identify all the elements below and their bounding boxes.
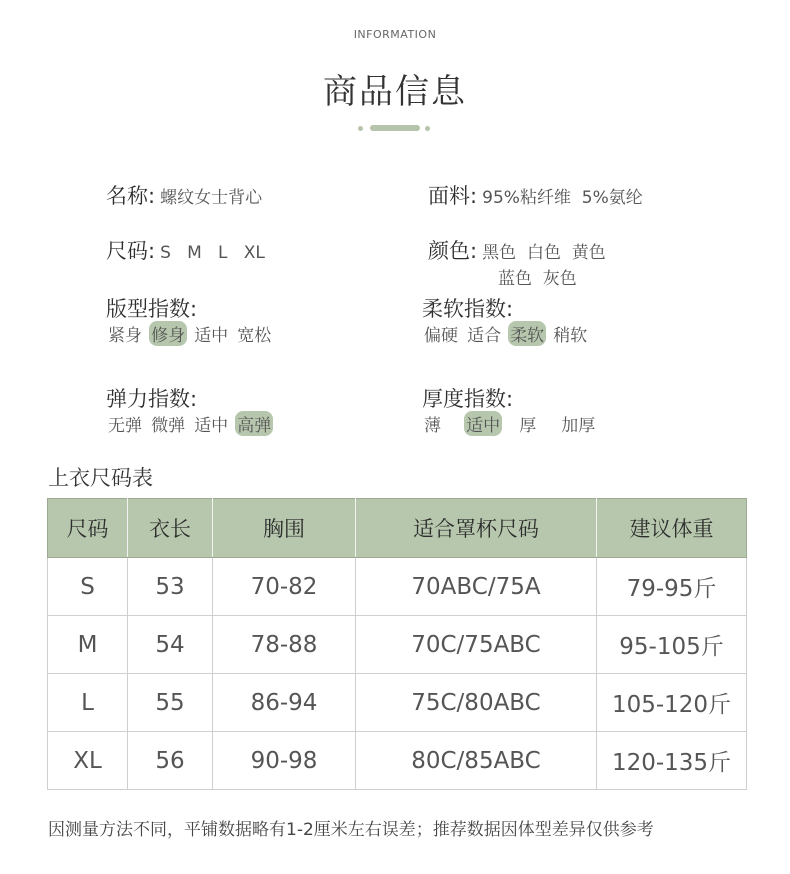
table-row [48, 558, 747, 616]
cell-cup-size: 80C/85ABC [356, 732, 597, 790]
cell-weight: 95-105斤 [597, 616, 747, 674]
softness-option: 稍软 [553, 326, 588, 346]
header-length: 衣长 [128, 499, 213, 558]
softness-index-label: 柔软指数: [422, 297, 514, 321]
cell-size: M [48, 616, 128, 674]
fit-option: 适中 [194, 326, 229, 346]
cell-cup-size: 70C/75ABC [356, 616, 597, 674]
stretch-index-options [106, 411, 273, 436]
info-color-line1: 黑色 白色 黄色 [482, 243, 606, 263]
info-color-line2: 蓝色 灰色 [498, 269, 577, 289]
cell-bust: 86-94 [213, 674, 356, 732]
table-row [48, 674, 747, 732]
cell-length: 53 [128, 558, 213, 616]
cell-cup-size: 70ABC/75A [356, 558, 597, 616]
measurement-note: 因测量方法不同，平铺数据略有1-2厘米左右误差；推荐数据因体型差异仅供参考 [48, 820, 654, 840]
stretch-option: 适中 [194, 416, 229, 436]
cell-weight: 79-95斤 [597, 558, 747, 616]
info-name [106, 180, 262, 210]
header-size: 尺码 [48, 499, 128, 558]
fit-index-options [106, 321, 273, 346]
info-size-value: S M L XL [160, 243, 265, 263]
cell-cup-size: 75C/80ABC [356, 674, 597, 732]
softness-index-options [422, 321, 589, 346]
info-color-label: 颜色: [428, 239, 478, 263]
title-divider [0, 124, 790, 132]
section-eyebrow: INFORMATION [353, 28, 437, 41]
info-name-value: 螺纹女士背心 [160, 188, 263, 208]
cell-length: 55 [128, 674, 213, 732]
info-color [428, 235, 606, 265]
thickness-option-selected: 适中 [464, 411, 502, 436]
cell-bust: 70-82 [213, 558, 356, 616]
cell-weight: 120-135斤 [597, 732, 747, 790]
table-row [48, 616, 747, 674]
cell-bust: 90-98 [213, 732, 356, 790]
fit-option: 宽松 [237, 326, 272, 346]
table-header-row [48, 499, 747, 558]
header-weight: 建议体重 [597, 499, 747, 558]
softness-option: 适合 [467, 326, 502, 346]
table-row [48, 732, 747, 790]
page-title: 商品信息 [323, 72, 467, 112]
stretch-option-selected: 高弹 [235, 411, 273, 436]
thickness-option: 加厚 [561, 416, 596, 436]
fit-option: 紧身 [108, 326, 142, 346]
cell-length: 56 [128, 732, 213, 790]
size-table [47, 498, 747, 790]
thickness-index-options [422, 411, 597, 436]
size-table-title: 上衣尺码表 [48, 466, 153, 490]
info-fabric-value: 95%粘纤维 5%氨纶 [482, 188, 643, 208]
info-name-label: 名称: [106, 184, 156, 208]
fit-index-label: 版型指数: [106, 297, 198, 321]
info-size [106, 235, 265, 265]
info-fabric-label: 面料: [428, 184, 478, 208]
stretch-option: 无弹 [108, 416, 142, 436]
cell-size: XL [48, 732, 128, 790]
cell-size: S [48, 558, 128, 616]
cell-size: L [48, 674, 128, 732]
divider-dot [358, 126, 363, 131]
fit-option-selected: 修身 [149, 321, 187, 346]
stretch-option: 微弹 [151, 416, 186, 436]
divider-bar [370, 125, 420, 131]
softness-option-selected: 柔软 [508, 321, 546, 346]
cell-length: 54 [128, 616, 213, 674]
cell-bust: 78-88 [213, 616, 356, 674]
divider-dot [425, 126, 430, 131]
header-cup-size: 适合罩杯尺码 [356, 499, 597, 558]
info-size-label: 尺码: [106, 239, 156, 263]
thickness-option: 厚 [519, 416, 537, 436]
stretch-index-label: 弹力指数: [106, 387, 198, 411]
thickness-option: 薄 [424, 416, 441, 436]
header-bust: 胸围 [213, 499, 356, 558]
thickness-index-label: 厚度指数: [422, 387, 514, 411]
info-fabric [428, 180, 643, 210]
cell-weight: 105-120斤 [597, 674, 747, 732]
softness-option: 偏硬 [424, 326, 458, 346]
